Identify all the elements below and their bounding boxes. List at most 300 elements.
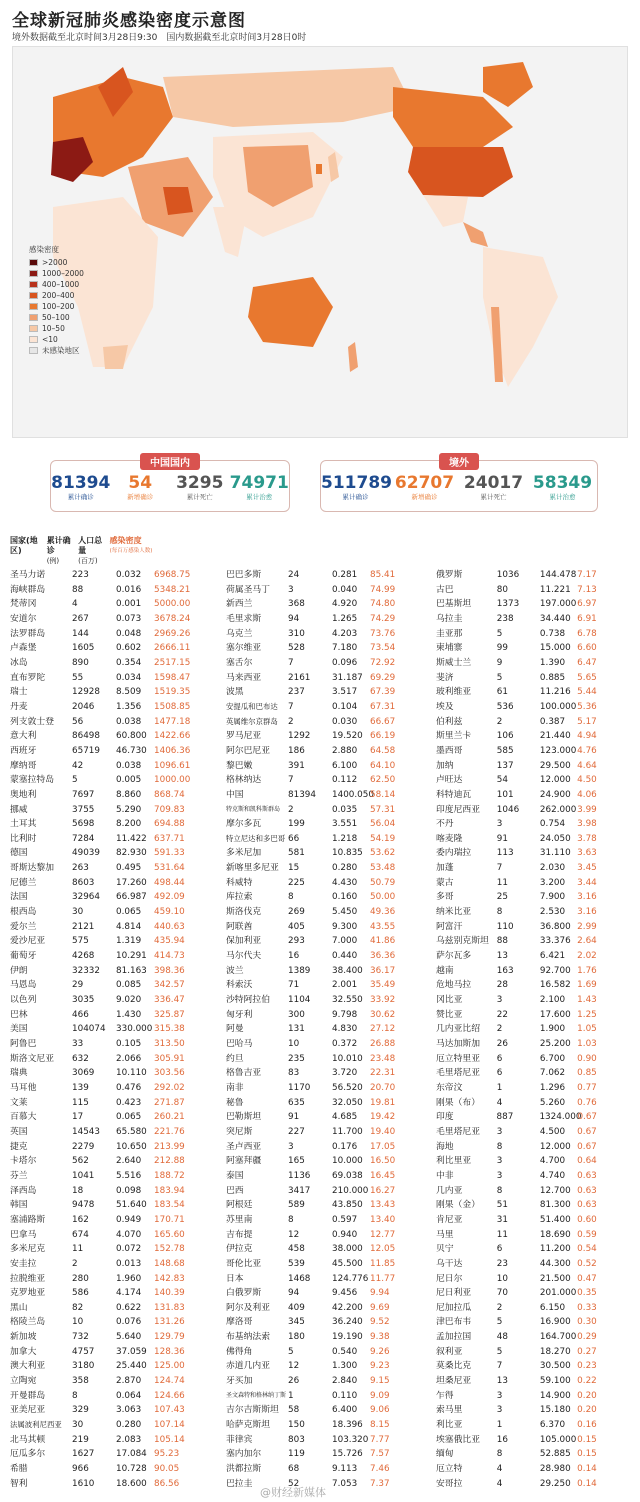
population: 5.516 <box>116 1170 142 1181</box>
population: 1324.000 <box>539 1112 582 1123</box>
infection-density: 22.31 <box>370 1068 396 1079</box>
population: 0.016 <box>116 584 142 595</box>
infection-density: 5.65 <box>577 672 597 683</box>
infection-density: 0.35 <box>577 1288 597 1299</box>
population: 12.000 <box>539 1141 571 1152</box>
infection-density: 9.06 <box>370 1405 390 1416</box>
population: 11.216 <box>539 687 571 698</box>
abroad-stats-tag: 境外 <box>439 453 479 470</box>
table-row <box>436 1418 636 1433</box>
country-name: 哥斯达黎加 <box>10 863 54 874</box>
infection-density: 107.43 <box>154 1405 185 1416</box>
population: 0.064 <box>116 1390 142 1401</box>
country-name: 以色列 <box>10 995 37 1006</box>
confirmed-cases: 3 <box>496 819 503 830</box>
confirmed-cases: 237 <box>288 687 305 698</box>
population: 8.509 <box>116 687 142 698</box>
infection-density: 23.48 <box>370 1053 396 1064</box>
country-name: 东帝汶 <box>436 1082 463 1093</box>
table-row <box>226 1066 436 1081</box>
table-row <box>226 1140 436 1155</box>
confirmed-cases: 409 <box>288 1302 305 1313</box>
population: 7.062 <box>539 1068 566 1079</box>
country-name: 库拉索 <box>226 892 253 903</box>
population: 6.700 <box>539 1053 566 1064</box>
population: 31.187 <box>332 672 363 683</box>
confirmed-cases: 8 <box>72 1390 78 1401</box>
infection-density: 9.38 <box>370 1332 390 1343</box>
country-name: 孟加拉国 <box>436 1332 472 1343</box>
confirmed-cases: 227 <box>288 1126 305 1137</box>
legend-label: 50–100 <box>42 313 70 322</box>
table-row <box>10 715 220 730</box>
population: 123.000 <box>539 745 577 756</box>
population: 0.104 <box>332 701 358 712</box>
population: 0.176 <box>332 1141 358 1152</box>
country-name: 特克斯和凯科斯群岛 <box>226 805 281 813</box>
confirmed-cases: 2161 <box>288 672 311 683</box>
legend-swatch <box>29 347 38 354</box>
country-name: 埃塞俄比亚 <box>436 1434 480 1445</box>
country-name: 赞比亚 <box>436 1009 463 1020</box>
confirmed-cases: 83 <box>288 1068 300 1079</box>
infection-density: 9.09 <box>370 1390 390 1401</box>
population: 0.065 <box>116 1112 142 1123</box>
infection-density: 142.83 <box>154 1273 185 1284</box>
population: 0.013 <box>116 1258 142 1269</box>
infection-density: 0.20 <box>577 1405 597 1416</box>
confirmed-cases: 223 <box>72 570 89 580</box>
confirmed-cases: 1373 <box>496 599 520 610</box>
legend-label: 200–400 <box>42 291 75 300</box>
table-row <box>226 1301 436 1316</box>
country-name: 利比亚 <box>436 1420 463 1431</box>
country-name: 刚果（金） <box>436 1200 480 1211</box>
stat-item <box>459 473 528 502</box>
confirmed-cases: 9 <box>496 657 503 668</box>
population: 0.038 <box>116 760 142 771</box>
table-row <box>10 920 220 935</box>
country-name: 蒙塞拉特岛 <box>10 775 54 786</box>
legend-swatch <box>29 281 38 288</box>
country-name: 爱沙尼亚 <box>10 936 46 947</box>
table-row <box>436 700 636 715</box>
table-row <box>436 1037 636 1052</box>
table-row <box>436 1359 636 1374</box>
country-name: 几内亚比绍 <box>436 1024 480 1035</box>
world-map-shapes <box>13 47 629 439</box>
table-row <box>226 597 436 612</box>
table-row <box>10 1462 220 1477</box>
country-name: 塞浦路斯 <box>10 1214 46 1225</box>
table-row <box>226 1154 436 1169</box>
infection-density: 3.78 <box>577 833 597 844</box>
infection-density: 73.76 <box>370 628 396 639</box>
country-name: 布基纳法索 <box>226 1332 270 1343</box>
confirmed-cases: 293 <box>288 936 305 947</box>
confirmed-cases: 6 <box>496 1244 503 1255</box>
table-row <box>10 1008 220 1023</box>
table-row <box>436 597 636 612</box>
infection-density: 49.36 <box>370 907 396 918</box>
country-name: 阿尔及利亚 <box>226 1302 270 1313</box>
map-region-south-africa <box>103 345 128 369</box>
stat-value: 62707 <box>394 473 455 493</box>
table-header-line: 感染密度 <box>109 536 142 545</box>
table-row <box>436 1389 636 1404</box>
table-column-2 <box>226 568 436 1491</box>
infection-density: 0.15 <box>577 1449 597 1460</box>
infection-density: 140.39 <box>154 1288 185 1299</box>
legend-swatch <box>29 336 38 343</box>
infection-density: 12.05 <box>370 1244 396 1255</box>
infection-density: 17.05 <box>370 1141 396 1152</box>
stat-label: 累计死亡 <box>480 493 507 501</box>
population: 3.200 <box>539 877 566 888</box>
confirmed-cases: 65719 <box>72 745 100 756</box>
table-row <box>436 1228 636 1243</box>
legend-items <box>29 257 84 356</box>
legend-swatch <box>29 292 38 299</box>
confirmed-cases: 5 <box>288 1346 294 1357</box>
page-subtitle: 境外数据截至北京时间3月28日9:30 国内数据截至北京时间3月28日0时 <box>12 33 307 43</box>
confirmed-cases: 28 <box>496 980 508 991</box>
country-name: 法国 <box>10 892 28 903</box>
population: 2.030 <box>539 863 566 874</box>
population: 0.001 <box>116 599 142 610</box>
confirmed-cases: 186 <box>288 745 305 756</box>
population: 92.700 <box>539 965 571 976</box>
country-name: 北马其顿 <box>10 1434 46 1445</box>
infection-density: 435.94 <box>154 936 185 947</box>
infection-density: 3.63 <box>577 848 597 859</box>
country-name: 芬兰 <box>10 1170 28 1181</box>
country-name: 摩纳哥 <box>10 760 37 771</box>
confirmed-cases: 2279 <box>72 1141 95 1152</box>
table-row <box>436 1301 636 1316</box>
infection-density: 260.21 <box>154 1112 185 1123</box>
infection-density: 36.36 <box>370 951 396 962</box>
infection-density: 19.40 <box>370 1126 396 1137</box>
country-name: 加纳 <box>436 760 454 771</box>
confirmed-cases: 144 <box>72 628 89 639</box>
legend-label: 1000–2000 <box>42 269 84 278</box>
infection-density: 0.14 <box>577 1478 597 1489</box>
infection-density: 53.62 <box>370 848 396 859</box>
population: 10.010 <box>332 1053 363 1064</box>
confirmed-cases: 3035 <box>72 995 95 1006</box>
country-name: 塞舌尔 <box>226 657 253 668</box>
infection-density: 43.55 <box>370 921 396 932</box>
stat-item <box>390 473 459 502</box>
confirmed-cases: 458 <box>288 1244 305 1255</box>
confirmed-cases: 131 <box>288 1024 305 1035</box>
stat-item <box>170 473 230 502</box>
country-name: 菲律宾 <box>226 1434 253 1445</box>
table-row <box>226 1081 436 1096</box>
infection-density: 16.27 <box>370 1185 396 1196</box>
confirmed-cases: 26 <box>288 1376 300 1387</box>
table-row <box>436 1462 636 1477</box>
infection-density: 86.56 <box>154 1478 180 1489</box>
country-name: 海地 <box>436 1141 454 1152</box>
infection-density: 131.26 <box>154 1317 185 1328</box>
country-name: 卡塔尔 <box>10 1156 37 1167</box>
stat-label: 累计治愈 <box>246 493 273 501</box>
legend-swatch <box>29 259 38 266</box>
confirmed-cases: 12928 <box>72 687 100 698</box>
table-row <box>226 1213 436 1228</box>
infection-density: 6968.75 <box>154 570 191 580</box>
confirmed-cases: 11 <box>496 1229 508 1240</box>
infection-density: 33.92 <box>370 995 396 1006</box>
infection-density: 66.19 <box>370 731 396 742</box>
table-row <box>436 861 636 876</box>
table-row <box>436 934 636 949</box>
population: 17.084 <box>116 1449 147 1460</box>
confirmed-cases: 30 <box>72 1420 84 1431</box>
country-name: 安道尔 <box>10 613 37 624</box>
population: 7.900 <box>539 892 566 903</box>
table-row <box>10 1359 220 1374</box>
infection-density: 6.60 <box>577 643 597 654</box>
country-name: 马达加斯加 <box>436 1039 480 1049</box>
country-name: 佛得角 <box>226 1346 253 1357</box>
table-header-line: 累计确诊 <box>46 536 71 555</box>
confirmed-cases: 1136 <box>288 1170 311 1181</box>
country-name: 玻利维亚 <box>436 687 472 698</box>
table-row <box>436 1096 636 1111</box>
country-name: 牙买加 <box>226 1376 253 1387</box>
population: 15.000 <box>539 643 571 654</box>
population: 9.300 <box>332 921 358 932</box>
population: 0.065 <box>116 907 142 918</box>
population: 0.754 <box>539 819 566 830</box>
infection-density: 125.00 <box>154 1361 185 1372</box>
population: 9.456 <box>332 1288 358 1299</box>
confirmed-cases: 581 <box>288 848 305 859</box>
population: 2.066 <box>116 1053 142 1064</box>
table-row <box>436 1140 636 1155</box>
country-name: 拉脱维亚 <box>10 1273 46 1284</box>
infection-density: 6.78 <box>577 628 597 639</box>
population: 197.000 <box>539 599 577 610</box>
population: 81.300 <box>539 1200 571 1211</box>
population: 32.550 <box>332 995 363 1006</box>
legend-label: 400–1000 <box>42 280 80 289</box>
legend-item <box>29 257 84 268</box>
country-name: 文莱 <box>10 1097 28 1108</box>
confirmed-cases: 7284 <box>72 833 95 844</box>
table-row <box>436 1257 636 1272</box>
stat-value: 58349 <box>532 473 593 493</box>
table-row <box>226 978 436 993</box>
confirmed-cases: 405 <box>288 921 305 932</box>
country-name: 斯洛文尼亚 <box>10 1053 54 1064</box>
country-name: 开曼群岛 <box>10 1390 46 1401</box>
confirmed-cases: 12 <box>288 1229 300 1240</box>
infection-density: 1.03 <box>577 1039 597 1049</box>
map-legend <box>29 244 84 356</box>
table-row <box>10 597 220 612</box>
infection-density: 7.77 <box>370 1434 390 1445</box>
population: 0.096 <box>332 657 358 668</box>
population: 1.960 <box>116 1273 142 1284</box>
infection-density: 0.52 <box>577 1258 597 1269</box>
infection-density: 221.76 <box>154 1126 185 1137</box>
infection-density: 9.69 <box>370 1302 390 1313</box>
country-name: 柬埔寨 <box>436 643 463 654</box>
table-row <box>10 1418 220 1433</box>
table-row <box>226 1228 436 1243</box>
table-column-1 <box>10 568 220 1491</box>
table-header <box>10 536 155 565</box>
population: 60.800 <box>116 731 147 742</box>
confirmed-cases: 329 <box>72 1405 89 1416</box>
country-name: 约旦 <box>226 1053 244 1064</box>
country-name: 越南 <box>436 965 454 976</box>
stat-value: 81394 <box>51 473 111 493</box>
population: 18.396 <box>332 1420 363 1431</box>
population: 11.221 <box>539 584 571 595</box>
infection-density: 315.38 <box>154 1024 185 1035</box>
infection-density: 7.17 <box>577 570 597 580</box>
confirmed-cases: 632 <box>72 1053 89 1064</box>
table-header-line: 国家(地区) <box>10 536 38 555</box>
infection-density: 8.15 <box>370 1420 390 1431</box>
population: 0.495 <box>116 863 142 874</box>
country-name: 苏里南 <box>226 1214 253 1225</box>
population: 103.320 <box>332 1434 369 1445</box>
infection-density: 183.54 <box>154 1200 185 1211</box>
population: 2.083 <box>116 1434 142 1445</box>
stat-label: 累计治愈 <box>549 493 576 501</box>
confirmed-cases: 391 <box>288 760 305 771</box>
confirmed-cases: 1 <box>496 1420 503 1431</box>
country-name: 坦桑尼亚 <box>436 1376 472 1387</box>
table-row <box>436 1403 636 1418</box>
table-row <box>436 1315 636 1330</box>
country-name: 阿尔巴尼亚 <box>226 745 270 756</box>
confirmed-cases: 8 <box>496 1449 503 1460</box>
population: 0.940 <box>332 1229 358 1240</box>
confirmed-cases: 2 <box>72 1258 78 1269</box>
infection-density: 90.05 <box>154 1464 180 1475</box>
table-row <box>436 1198 636 1213</box>
population: 66.987 <box>116 892 147 903</box>
confirmed-cases: 10 <box>72 1317 84 1328</box>
population: 33.376 <box>539 936 571 947</box>
population: 17.260 <box>116 877 147 888</box>
confirmed-cases: 94 <box>288 1288 300 1299</box>
population: 0.949 <box>116 1214 142 1225</box>
country-name: 塞尔维亚 <box>226 643 262 654</box>
infection-density: 57.31 <box>370 804 396 815</box>
population: 45.500 <box>332 1258 363 1269</box>
population: 0.034 <box>116 672 142 683</box>
table-row <box>226 817 436 832</box>
country-name: 乌拉圭 <box>436 613 463 624</box>
population: 100.000 <box>539 701 577 712</box>
country-name: 冈比亚 <box>436 995 463 1006</box>
stat-label: 累计确诊 <box>342 493 369 501</box>
infection-density: 5.44 <box>577 687 597 698</box>
infection-density: 19.81 <box>370 1097 396 1108</box>
population: 7.053 <box>332 1478 358 1489</box>
population: 164.700 <box>539 1332 577 1343</box>
infection-density: 1.05 <box>577 1024 597 1035</box>
country-name: 阿塞拜疆 <box>226 1156 262 1167</box>
confirmed-cases: 163 <box>496 965 514 976</box>
map-region-korea <box>316 164 322 174</box>
population: 38.000 <box>332 1244 363 1255</box>
population: 44.300 <box>539 1258 571 1269</box>
table-row <box>10 1345 220 1360</box>
confirmed-cases: 3 <box>496 1126 503 1137</box>
country-name: 埃及 <box>436 701 454 712</box>
population: 56.520 <box>332 1082 363 1093</box>
country-name: 加拿大 <box>10 1346 37 1357</box>
confirmed-cases: 562 <box>72 1156 89 1167</box>
confirmed-cases: 5 <box>496 1346 503 1357</box>
population: 210.000 <box>332 1185 369 1196</box>
infection-density: 868.74 <box>154 789 185 800</box>
table-row <box>436 583 636 598</box>
table-column-3 <box>436 568 636 1491</box>
infection-density: 11.77 <box>370 1273 396 1284</box>
population: 82.930 <box>116 848 147 859</box>
infection-density: 9.94 <box>370 1288 390 1299</box>
table-row <box>10 1081 220 1096</box>
table-row <box>436 920 636 935</box>
confirmed-cases: 16 <box>288 951 300 962</box>
country-name: 加蓬 <box>436 863 454 874</box>
population: 0.597 <box>332 1214 358 1225</box>
country-name: 圭亚那 <box>436 628 463 639</box>
table-row <box>10 934 220 949</box>
population: 34.440 <box>539 613 571 624</box>
infection-density: 4.50 <box>577 775 597 786</box>
country-name: 英国 <box>10 1126 28 1137</box>
infection-density: 27.12 <box>370 1024 396 1035</box>
population: 25.440 <box>116 1361 147 1372</box>
infection-density: 440.63 <box>154 921 185 932</box>
infection-density: 6.97 <box>577 599 597 610</box>
table-row <box>436 729 636 744</box>
country-name: 厄瓜多尔 <box>10 1449 46 1460</box>
country-name: 多米尼加 <box>226 848 262 859</box>
table-row <box>436 993 636 1008</box>
country-name: 科特迪瓦 <box>436 789 472 800</box>
table-row <box>226 1389 436 1404</box>
country-name: 德国 <box>10 848 28 859</box>
population: 0.072 <box>116 1244 142 1255</box>
country-name: 中国 <box>226 789 244 800</box>
table-row <box>226 1330 436 1345</box>
infection-density: 105.14 <box>154 1434 185 1445</box>
population: 81.163 <box>116 965 147 976</box>
legend-item <box>29 345 84 356</box>
infection-density: 7.13 <box>577 584 597 595</box>
confirmed-cases: 52 <box>288 1478 300 1489</box>
confirmed-cases: 3755 <box>72 804 95 815</box>
population: 0.372 <box>332 1039 358 1049</box>
table-row <box>436 1242 636 1257</box>
infection-density: 148.68 <box>154 1258 185 1269</box>
population: 42.200 <box>332 1302 363 1313</box>
confirmed-cases: 3 <box>496 995 503 1006</box>
table-row <box>10 1374 220 1389</box>
